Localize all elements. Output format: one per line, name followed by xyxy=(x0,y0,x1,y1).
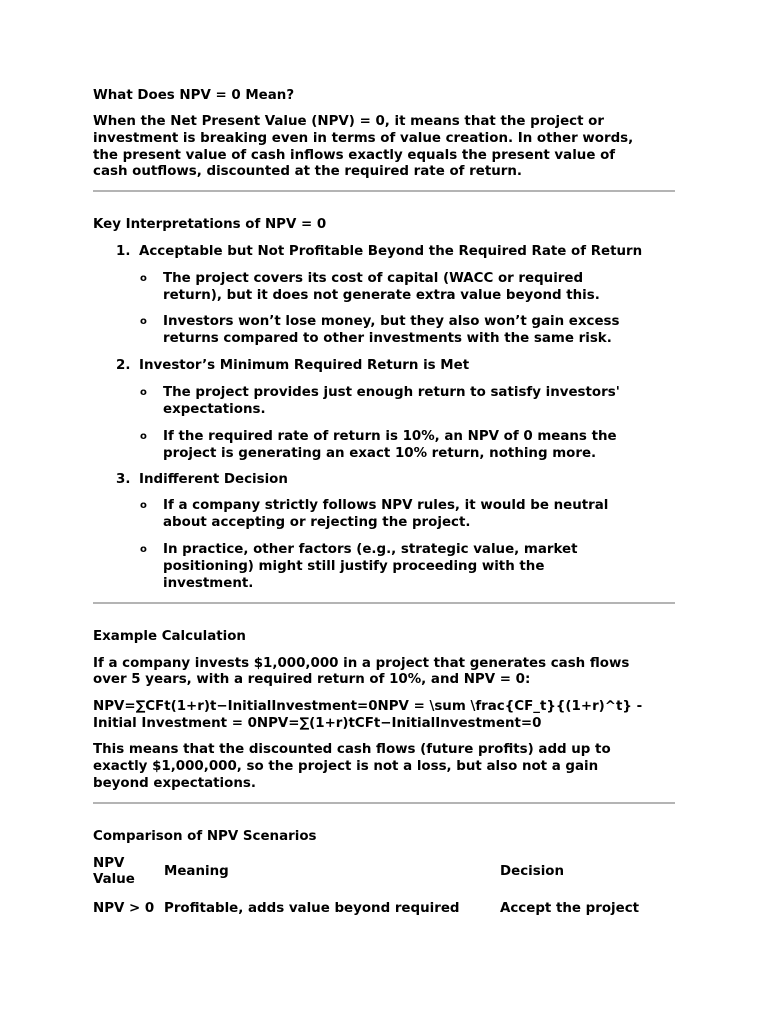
heading-example-calculation: Example Calculation xyxy=(93,629,246,644)
heading-npv-zero-meaning: What Does NPV = 0 Mean? xyxy=(93,88,295,103)
heading-comparison-scenarios: Comparison of NPV Scenarios xyxy=(93,829,317,844)
bullet-circle-icon: o xyxy=(140,273,147,284)
example-intro-line-2: over 5 years, with a required return of 10%, and NPV = 0: xyxy=(93,672,531,687)
section-divider xyxy=(93,802,675,804)
conclusion-line-2: exactly $1,000,000, so the project is not a loss, but also not a gain xyxy=(93,759,599,774)
intro-paragraph-line-1: When the Net Present Value (NPV) = 0, it means that the project or xyxy=(93,114,604,129)
intro-paragraph-line-2: investment is breaking even in terms of value creation. In other words, xyxy=(93,131,634,146)
list-item-1-title: 1. Acceptable but Not Profitable Beyond the Required Rate of Return xyxy=(116,244,643,259)
list-number: 2. xyxy=(116,358,131,373)
bullet-circle-icon: o xyxy=(140,316,147,327)
list-item-3-bullet-1: o If a company strictly follows NPV rules, it would be neutral about accepting or rejecting the project. xyxy=(140,498,609,530)
intro-paragraph-line-4: cash outflows, discounted at the required rate of return. xyxy=(93,164,522,179)
list-item-2-bullet-1: o The project provides just enough return to satisfy investors' expectations. xyxy=(140,385,620,417)
list-item-1-bullet-2: o Investors won’t lose money, but they also won’t gain excess returns compared to other investments with the same risk. xyxy=(140,314,620,346)
heading-key-interpretations: Key Interpretations of NPV = 0 xyxy=(93,217,327,232)
cell-decision: Accept the project xyxy=(500,901,640,916)
intro-paragraph-line-3: the present value of cash inflows exactly equals the present value of xyxy=(93,148,616,163)
table-header-row xyxy=(93,855,639,889)
section-divider xyxy=(93,190,675,192)
conclusion-line-3: beyond expectations. xyxy=(93,776,256,791)
list-number: 3. xyxy=(116,472,131,487)
npv-formula-line-1: NPV=∑CFt(1+r)t−InitialInvestment=0NPV = \sum \frac{CF_t}{(1+r)^t} - xyxy=(93,699,643,714)
header-npv-value: NPV Value xyxy=(93,856,135,887)
table-row xyxy=(93,889,639,929)
bullet-circle-icon: o xyxy=(140,500,147,511)
example-intro-line-1: If a company invests $1,000,000 in a project that generates cash flows xyxy=(93,656,630,671)
cell-npv: NPV > 0 xyxy=(93,901,155,916)
conclusion-line-1: This means that the discounted cash flows (future profits) add up to xyxy=(93,742,611,757)
npv-formula-line-2: Initial Investment = 0NPV=∑(1+r)tCFt−InitialInvestment=0 xyxy=(93,716,542,731)
list-item-1-bullet-1: o The project covers its cost of capital (WACC or required return), but it does not generate extra value beyond this. xyxy=(140,271,600,303)
header-decision: Decision xyxy=(500,864,565,879)
bullet-circle-icon: o xyxy=(140,431,147,442)
cell-meaning: Profitable, adds value beyond required xyxy=(164,901,460,916)
list-item-3-title: 3. Indifferent Decision xyxy=(116,472,288,487)
npv-comparison-table xyxy=(93,855,639,929)
bullet-circle-icon: o xyxy=(140,387,147,398)
header-meaning: Meaning xyxy=(164,864,229,879)
section-divider xyxy=(93,602,675,604)
list-item-3-bullet-2: o In practice, other factors (e.g., strategic value, market positioning) might still justify proceeding with the investment. xyxy=(140,542,578,591)
bullet-circle-icon: o xyxy=(140,544,147,555)
list-item-2-bullet-2: o If the required rate of return is 10%, an NPV of 0 means the project is generating an exact 10% return, nothing more. xyxy=(140,429,617,461)
list-item-2-title: 2. Investor’s Minimum Required Return is Met xyxy=(116,358,470,373)
list-number: 1. xyxy=(116,244,131,259)
